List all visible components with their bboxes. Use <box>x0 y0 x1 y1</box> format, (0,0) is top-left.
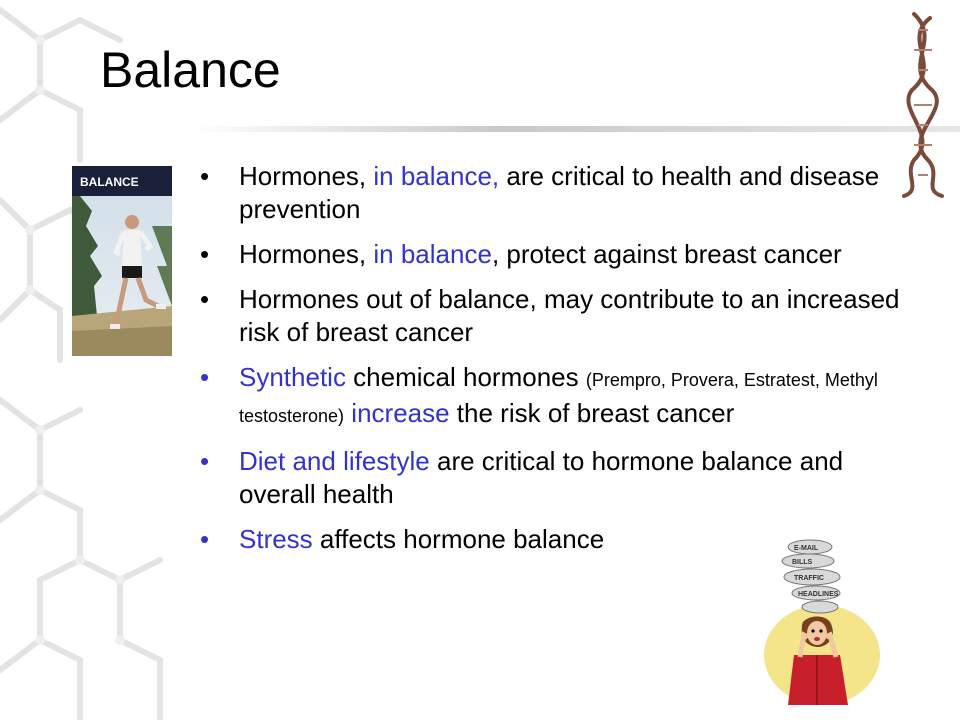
bullet-item-3 <box>200 283 900 349</box>
bullet-item-4 <box>200 361 900 433</box>
bullet-marker: • <box>200 524 210 554</box>
tornado-word-1: E-MAIL <box>794 545 819 552</box>
bullet-marker: • <box>200 239 210 269</box>
bullet-item-5 <box>200 445 900 511</box>
highlighted-text: in balance <box>373 239 492 269</box>
tornado-word-2: BILLS <box>792 559 813 566</box>
bullet-text: are critical to hormone balance and overall health <box>239 446 844 509</box>
highlighted-text: Stress <box>239 524 313 554</box>
highlighted-text: in balance, <box>373 161 500 191</box>
bullet-list <box>200 160 900 568</box>
drug-examples-text: (Prempro, Provera, Estratest, Methyl testosterone) <box>239 370 878 426</box>
bullet-item-1 <box>200 160 900 226</box>
bullet-item-2 <box>200 238 900 271</box>
bullet-marker: • <box>200 284 210 314</box>
bullet-text: Hormones out of balance, may contribute to an increased risk of breast cancer <box>239 284 900 347</box>
tornado-word-3: TRAFFIC <box>794 575 824 582</box>
highlighted-text: Diet and lifestyle <box>239 446 430 476</box>
dna-helix-icon <box>892 10 952 200</box>
balance-badge-text: BALANCE <box>80 175 139 189</box>
highlighted-text: Synthetic <box>239 362 346 392</box>
bullet-text: chemical hormones <box>345 362 586 392</box>
title-underline <box>190 126 960 132</box>
bullet-marker: • <box>200 161 210 191</box>
slide-title: Balance <box>100 42 281 98</box>
bullet-text: are critical to health and disease prevention <box>239 161 880 224</box>
bullet-text: the risk of breast cancer <box>449 398 735 428</box>
tornado-word-4: HEADLINES <box>798 591 839 598</box>
bullet-text: Hormones, <box>239 239 374 269</box>
bullet-text: Hormones, <box>239 161 374 191</box>
bullet-marker: • <box>200 362 210 392</box>
stressed-woman-tornado-illustration <box>760 535 882 705</box>
bullet-text: affects hormone balance <box>312 524 605 554</box>
bullet-marker: • <box>200 446 210 476</box>
runner-photo <box>72 166 172 356</box>
highlighted-text: increase <box>351 398 450 428</box>
bullet-text: , protect against breast cancer <box>491 239 842 269</box>
